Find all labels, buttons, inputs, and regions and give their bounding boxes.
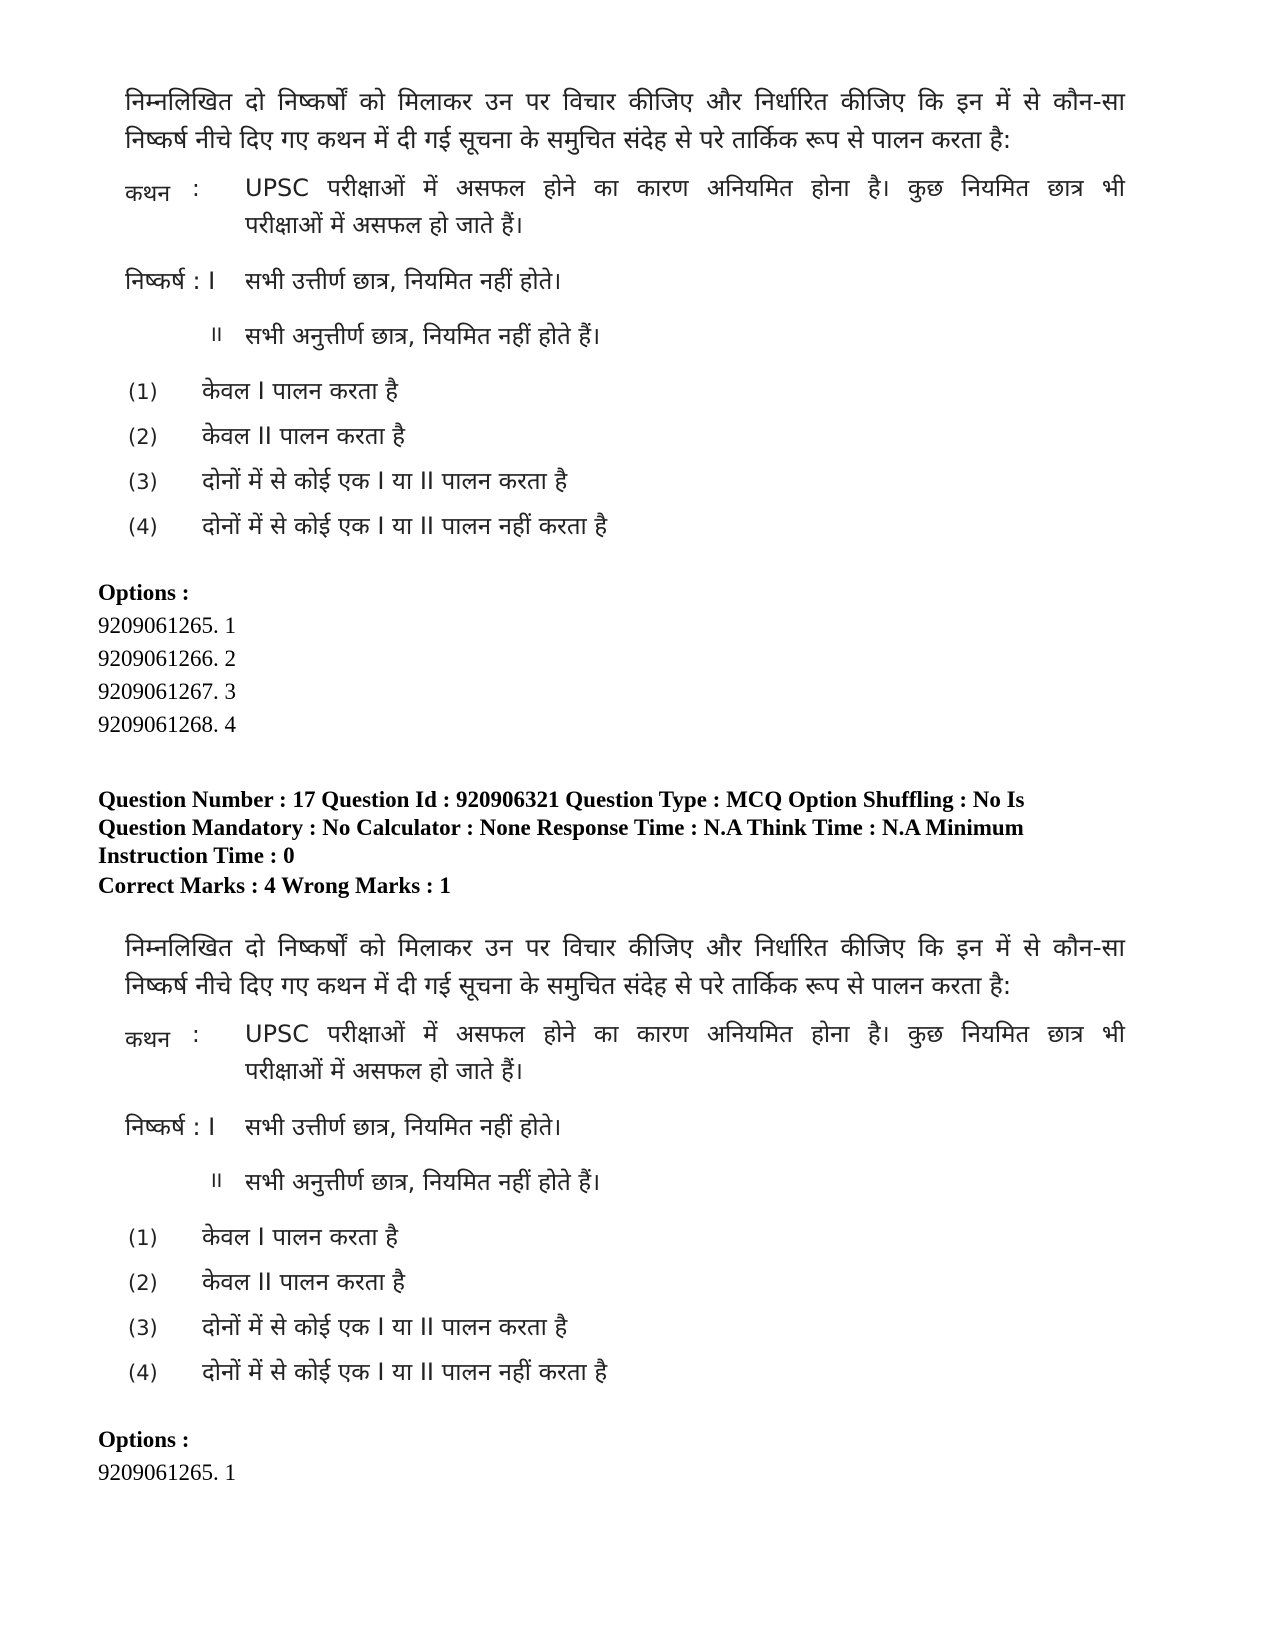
hindi-option-number: (4)	[128, 515, 158, 539]
statement-colon: :	[192, 1022, 200, 1048]
hindi-option-number: (1)	[128, 380, 158, 404]
question-text-line-2: निष्कर्ष नीचे दिए गए कथन में दी गई सूचना के समुचित संदेह से परे तार्किक रूप से पालन करता है:	[125, 971, 1012, 1000]
conclusion-label: निष्कर्ष : I	[125, 1113, 216, 1141]
conclusion-2: सभी अनुत्तीर्ण छात्र, नियमित नहीं होते हैं।	[245, 1168, 601, 1196]
option-item: 9209061267. 3	[98, 679, 236, 704]
options-heading: Options :	[98, 580, 190, 605]
conclusion-2: सभी अनुत्तीर्ण छात्र, नियमित नहीं होते हैं।	[245, 322, 601, 350]
hindi-option-text: दोनों में से कोई एक I या II पालन करता है	[202, 1313, 568, 1341]
hindi-option-number: (1)	[128, 1226, 158, 1250]
hindi-option-text: केवल II पालन करता है	[202, 422, 406, 450]
hindi-option-text: केवल I पालन करता है	[202, 1223, 398, 1251]
question-meta	[98, 786, 1025, 870]
hindi-option-text: दोनों में से कोई एक I या II पालन नहीं करता है	[202, 1358, 608, 1386]
conclusion-1: सभी उत्तीर्ण छात्र, नियमित नहीं होते।	[245, 1113, 562, 1141]
statement-text	[245, 170, 1125, 244]
hindi-option-number: (3)	[128, 470, 158, 494]
hindi-option-number: (2)	[128, 425, 158, 449]
hindi-option-text: दोनों में से कोई एक I या II पालन करता है	[202, 467, 568, 495]
hindi-option-number: (3)	[128, 1316, 158, 1340]
hindi-option-text: दोनों में से कोई एक I या II पालन नहीं करता है	[202, 512, 608, 540]
question-text-line-1: निम्नलिखित दो निष्कर्षों को मिलाकर उन पर विचार कीजिए और निर्धारित कीजिए कि इन में से कौन-सा	[125, 933, 1125, 962]
option-item: 9209061266. 2	[98, 646, 236, 671]
statement-line-1: UPSC परीक्षाओं में असफल होने का कारण अनियमित होना है। कुछ नियमित छात्र भी	[245, 174, 1125, 202]
question-text	[125, 929, 1125, 1005]
conclusion-2-number: II	[211, 1170, 223, 1192]
statement-label: कथन	[125, 1027, 171, 1053]
option-item: 9209061268. 4	[98, 712, 236, 737]
hindi-option-text: केवल II पालन करता है	[202, 1268, 406, 1296]
statement-label: कथन	[125, 181, 171, 207]
option-item: 9209061265. 1	[98, 613, 236, 638]
question-text-line-1: निम्नलिखित दो निष्कर्षों को मिलाकर उन पर विचार कीजिए और निर्धारित कीजिए कि इन में से कौन-सा	[125, 87, 1125, 116]
conclusion-2-number: II	[211, 324, 223, 346]
statement-colon: :	[192, 176, 200, 202]
options-heading: Options :	[98, 1427, 190, 1452]
question-text-line-2: निष्कर्ष नीचे दिए गए कथन में दी गई सूचना के समुचित संदेह से परे तार्किक रूप से पालन करता है:	[125, 125, 1012, 154]
conclusion-label: निष्कर्ष : I	[125, 267, 216, 295]
question-meta-line-1: Question Number : 17 Question Id : 920906321 Question Type : MCQ Option Shuffling : No Is	[98, 787, 1025, 812]
question-text	[125, 83, 1125, 159]
marks-line: Correct Marks : 4 Wrong Marks : 1	[98, 873, 451, 898]
statement-line-1: UPSC परीक्षाओं में असफल होने का कारण अनियमित होना है। कुछ नियमित छात्र भी	[245, 1020, 1125, 1048]
question-meta-line-3: Instruction Time : 0	[98, 843, 295, 868]
question-meta-line-2: Question Mandatory : No Calculator : None Response Time : N.A Think Time : N.A Minimum	[98, 815, 1024, 840]
hindi-option-number: (4)	[128, 1361, 158, 1385]
hindi-option-number: (2)	[128, 1271, 158, 1295]
statement-line-2: परीक्षाओं में असफल हो जाते हैं।	[245, 1057, 523, 1085]
statement-line-2: परीक्षाओं में असफल हो जाते हैं।	[245, 211, 523, 239]
statement-text	[245, 1016, 1125, 1090]
conclusion-1: सभी उत्तीर्ण छात्र, नियमित नहीं होते।	[245, 267, 562, 295]
hindi-option-text: केवल I पालन करता है	[202, 377, 398, 405]
option-item: 9209061265. 1	[98, 1460, 236, 1485]
